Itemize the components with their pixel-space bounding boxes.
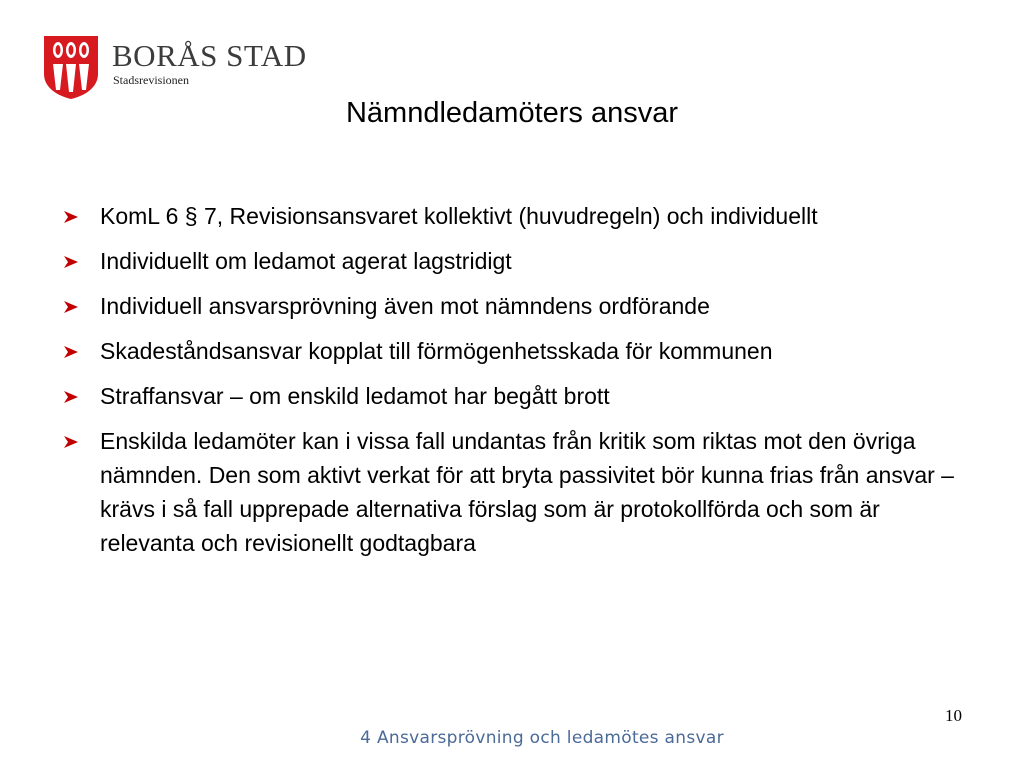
arrow-bullet-icon [62, 300, 80, 314]
bullet-item [62, 424, 962, 560]
organization-subtitle: Stadsrevisionen [113, 73, 189, 87]
arrow-bullet-icon [62, 210, 80, 224]
bullet-item [62, 379, 962, 413]
footer-text: 4 Ansvarsprövning och ledamötes ansvar [360, 728, 724, 748]
logo-text [112, 40, 307, 88]
bullet-text: Skadeståndsansvar kopplat till förmögenhetsskada för kommunen [100, 338, 773, 364]
bullet-item [62, 334, 962, 368]
slide-title-text: Nämndledamöters ansvar [345, 97, 679, 129]
bullet-text: Enskilda ledamöter kan i vissa fall undantas från kritik som riktas mot den övriga nämnden. Den som aktivt verkat för att bryta passivitet bör kunna frias från ansvar – krävs i så fall upprepade alternativa förslag som är protokollförda och som är relevanta och revisionellt godtagbara [100, 428, 954, 556]
bullet-text: Individuellt om ledamot agerat lagstridigt [100, 248, 512, 274]
bullet-text: KomL 6 § 7, Revisionsansvaret kollektivt (huvudregeln) och individuellt [100, 203, 818, 229]
bullet-list [62, 199, 962, 571]
bullet-item [62, 244, 962, 278]
organization-name: BORÅS STAD [112, 38, 307, 73]
slide-title [0, 95, 1024, 131]
arrow-bullet-icon [62, 435, 80, 449]
logo [42, 34, 307, 100]
bullet-item [62, 289, 962, 323]
arrow-bullet-icon [62, 390, 80, 404]
boras-coat-of-arms-icon [42, 34, 100, 100]
bullet-text: Individuell ansvarsprövning även mot nämndens ordförande [100, 293, 710, 319]
page-number: 10 [945, 706, 962, 725]
bullet-item [62, 199, 962, 233]
bullet-text: Straffansvar – om enskild ledamot har begått brott [100, 383, 610, 409]
arrow-bullet-icon [62, 345, 80, 359]
arrow-bullet-icon [62, 255, 80, 269]
